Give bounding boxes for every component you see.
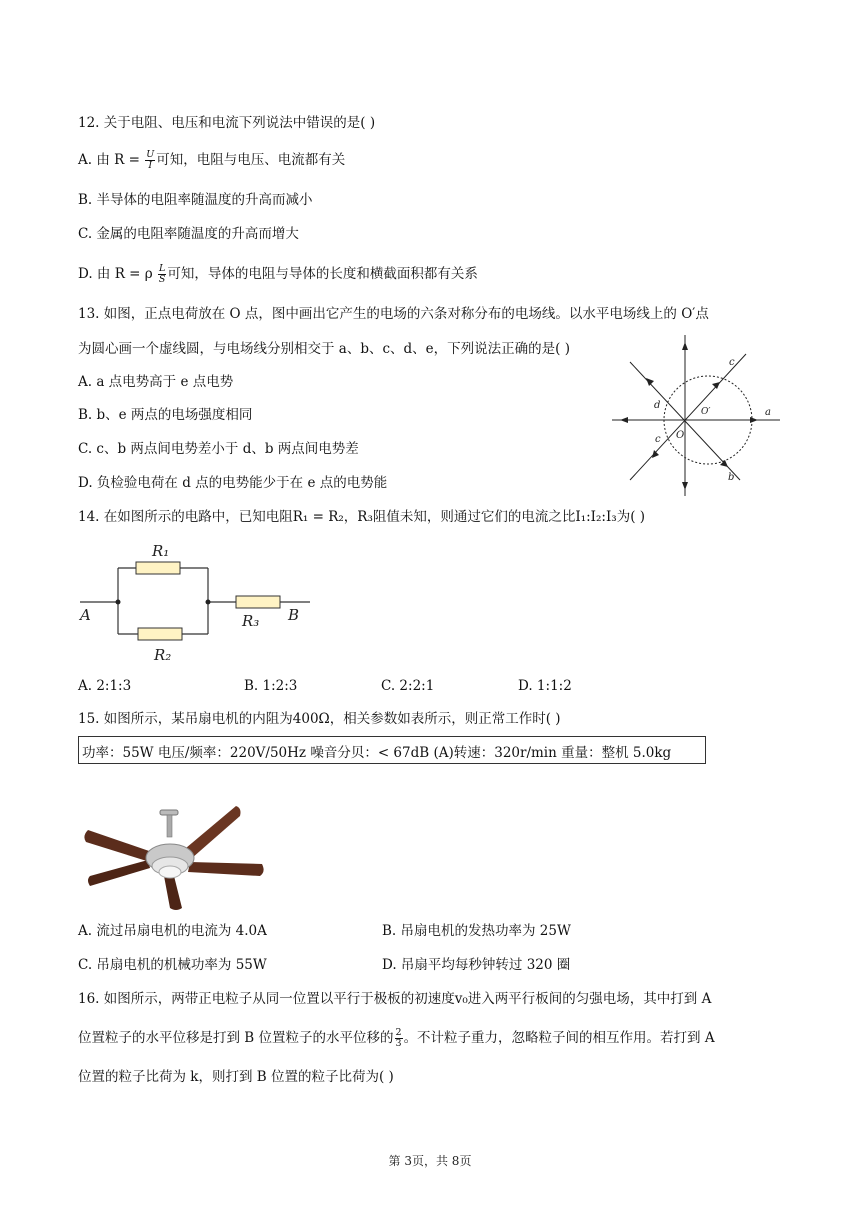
resistor-r2 <box>138 628 182 640</box>
q14-option-c: C. 2:2:1 <box>381 678 435 694</box>
label-c-top: c <box>729 357 735 368</box>
q15-option-b: B. 吊扇电机的发热功率为 25W <box>382 923 571 939</box>
resistor-r1 <box>136 562 180 574</box>
electric-field-figure <box>608 330 788 500</box>
label-b: b <box>728 472 735 483</box>
q15-table-text: 功率：55W 电压/频率：220V/50Hz 噪音分贝：< 67dB (A)转速：320r/min 重量：整机 5.0kg <box>82 745 672 761</box>
frac-den: 3 <box>395 1038 402 1049</box>
q13-option-b: B. b、e 两点的电场强度相同 <box>78 407 253 423</box>
q16-line2-prefix: 位置粒子的水平位移是打到 B 位置粒子的水平位移的 <box>78 1030 394 1046</box>
label-O: O <box>676 430 685 441</box>
q13-stem-line2: 为圆心画一个虚线圆，与电场线分别相交于 a、b、c、d、e，下列说法正确的是( ) <box>78 341 570 357</box>
arrow-upper-left <box>646 378 654 386</box>
label-r2: R₂ <box>154 646 172 664</box>
page-footer: 第 3页，共 8页 <box>388 1154 472 1168</box>
q15-option-c: C. 吊扇电机的机械功率为 55W <box>78 957 267 973</box>
label-r1: R₁ <box>152 542 170 560</box>
fraction-l-over-s <box>158 264 166 285</box>
q16-stem-line2 <box>78 1028 715 1049</box>
q13-option-c: C. c、b 两点间电势差小于 d、b 两点间电势差 <box>78 441 359 457</box>
q14-option-b: B. 1:2:3 <box>244 678 298 694</box>
q14-stem: 14. 在如图所示的电路中，已知电阻R₁ = R₂，R₃阻值未知，则通过它们的电流之比I₁:I₂:I₃为( ) <box>78 509 646 525</box>
label-b-terminal: B <box>288 606 300 624</box>
arrow-right <box>750 417 758 423</box>
arrow-up <box>682 342 688 350</box>
q13-option-a: A. a 点电势高于 e 点电势 <box>78 374 234 390</box>
diagonal-field-line-2 <box>630 354 746 480</box>
q12-option-a <box>78 150 345 171</box>
arrow-left <box>620 417 628 423</box>
resistor-r3 <box>236 596 280 608</box>
frac-num: L <box>159 263 166 274</box>
q12-option-b: B. 半导体的电阻率随温度的升高而减小 <box>78 192 313 208</box>
q14-option-d: D. 1:1:2 <box>518 678 572 694</box>
q12-option-d <box>78 264 478 285</box>
q15-option-d: D. 吊扇平均每秒钟转过 320 圈 <box>382 957 571 973</box>
fraction-u-over-i <box>145 150 155 171</box>
q16-stem-line1: 16. 如图所示，两带正电粒子从同一位置以平行于极板的初速度v₀进入两平行板间的匀强电场，其中打到 A <box>78 991 712 1007</box>
arrow-upper-right <box>712 382 720 389</box>
q13-option-d: D. 负检验电荷在 d 点的电势能少于在 e 点的电势能 <box>78 475 388 491</box>
frac-num: U <box>146 149 155 160</box>
q12-stem: 12. 关于电阻、电压和电流下列说法中错误的是( ) <box>78 115 376 131</box>
q12-a-suffix: 可知，电阻与电压、电流都有关 <box>156 152 346 168</box>
label-O-prime: O′ <box>701 407 711 417</box>
arrow-lower-left <box>652 450 659 458</box>
q15-option-a: A. 流过吊扇电机的电流为 4.0A <box>78 923 267 939</box>
q12-option-c: C. 金属的电阻率随温度的升高而增大 <box>78 226 299 242</box>
frac-den: I <box>148 160 153 171</box>
q14-option-a: A. 2:1:3 <box>78 678 132 694</box>
q12-a-prefix: A. 由 R = <box>78 152 140 168</box>
q15-parameter-table <box>78 736 706 764</box>
arrow-down <box>682 482 688 490</box>
label-c-low: c <box>655 434 661 445</box>
circuit-diagram <box>78 536 318 666</box>
arrow-lower-right <box>720 460 728 467</box>
label-r3: R₃ <box>242 612 260 630</box>
ceiling-fan-image <box>80 800 270 912</box>
label-a: a <box>765 407 771 418</box>
q15-stem: 15. 如图所示，某吊扇电机的内阻为400Ω，相关参数如表所示，则正常工作时( ) <box>78 711 561 727</box>
q12-d-prefix: D. 由 R = ρ <box>78 266 153 282</box>
q16-stem-line3: 位置的粒子比荷为 k，则打到 B 位置的粒子比荷为( ) <box>78 1069 394 1085</box>
frac-num: 2 <box>395 1027 402 1038</box>
junction-left <box>116 600 121 605</box>
label-a-terminal: A <box>80 606 91 624</box>
q13-stem-line1: 13. 如图，正点电荷放在 O 点，图中画出它产生的电场的六条对称分布的电场线。以水平电场线上的 O′点 <box>78 306 709 322</box>
q12-d-suffix: 可知，导体的电阻与导体的长度和横截面积都有关系 <box>167 266 478 282</box>
fraction-two-thirds <box>395 1028 403 1049</box>
label-d: d <box>654 400 661 411</box>
frac-den: S <box>158 274 166 285</box>
q16-line2-suffix: 。不计粒子重力，忽略粒子间的相互作用。若打到 A <box>403 1030 715 1046</box>
junction-right <box>206 600 211 605</box>
